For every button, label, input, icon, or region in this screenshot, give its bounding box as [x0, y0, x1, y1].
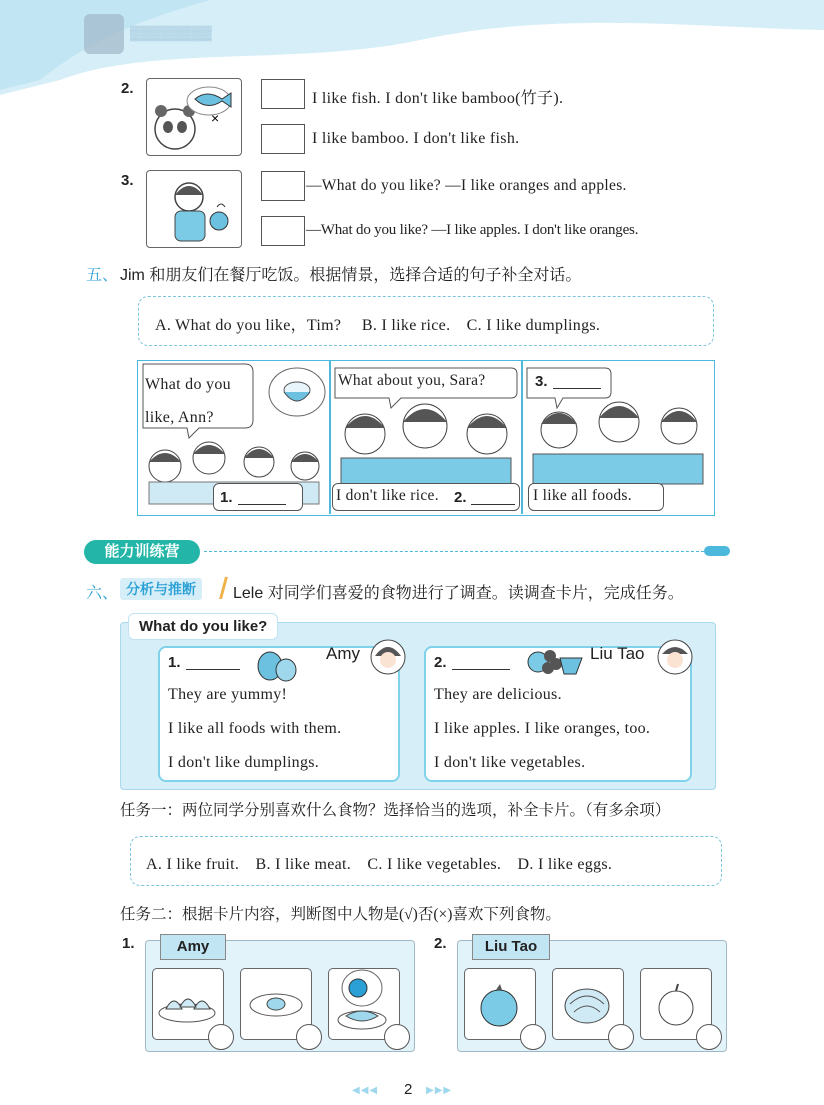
section-banner: 能力训练营	[84, 540, 200, 564]
cabbage-answer-circle[interactable]	[608, 1024, 634, 1050]
card-amy-answer-blank[interactable]	[186, 655, 240, 670]
q6-number: 六、	[86, 585, 119, 602]
vegetables-icon	[334, 966, 392, 1036]
q5-panel2-answer-num: 2.	[454, 489, 467, 506]
q4-item3-box-a[interactable]	[261, 171, 305, 201]
footer-arrows-left: ◀◀◀	[352, 1085, 379, 1096]
section-banner-pencil	[704, 546, 730, 556]
q5-title: Jim 和朋友们在餐厅吃饭。根据情景，选择合适的句子补全对话。	[120, 267, 582, 284]
card-liu-tao-name: Liu Tao	[590, 644, 645, 663]
q4-item3-option-b: —What do you like? —I like apples. I don't like oranges.	[306, 222, 639, 238]
q4-item3-box-b[interactable]	[261, 216, 305, 246]
q4-item2-box-a[interactable]	[261, 79, 305, 109]
card-liu-tao-line2: I like apples. I like oranges, too.	[434, 720, 651, 737]
q6-tag: 分析与推断	[120, 578, 202, 600]
q4-item2-box-b[interactable]	[261, 124, 305, 154]
q4-item2-option-b: I like bamboo. I don't like fish.	[312, 130, 520, 147]
q5-panel3-answer-blank[interactable]	[553, 374, 601, 389]
card-liu-tao-line1: They are delicious.	[434, 686, 562, 703]
q6-title: Lele 对同学们喜爱的食物进行了调查。读调查卡片，完成任务。	[233, 585, 684, 602]
header-brand-text: ▓▓▓▓▓▓▓▓	[130, 26, 212, 41]
card-amy-number: 1.	[168, 654, 181, 671]
card-liu-tao-line3: I don't like vegetables.	[434, 754, 586, 771]
vegetables-answer-circle[interactable]	[384, 1024, 410, 1050]
panda-fish-picture	[146, 78, 242, 156]
task2-item2-number: 2.	[434, 935, 447, 952]
task1-instruction: 任务一：两位同学分别喜欢什么食物？选择恰当的选项，补全卡片。（有多余项）	[120, 802, 671, 819]
q4-item3-number: 3.	[121, 172, 134, 189]
q5-panel1-answer-blank[interactable]	[238, 490, 286, 505]
q5-number: 五、	[86, 267, 119, 284]
survey-title: What do you like?	[128, 613, 278, 640]
svg-text:×: ×	[211, 110, 220, 126]
q5-panel3-text: I like all foods.	[533, 487, 632, 504]
girl-apple-picture	[146, 170, 242, 248]
q5-panel2-answer-blank[interactable]	[471, 490, 515, 505]
fruit-icon	[524, 644, 584, 680]
card-amy-line3: I don't like dumplings.	[168, 754, 320, 771]
orange-answer-circle[interactable]	[520, 1024, 546, 1050]
task2-instruction: 任务二：根据卡片内容，判断图中人物是(√)否(×)喜欢下列食物。	[120, 906, 561, 923]
card-amy-name: Amy	[326, 644, 360, 663]
q5-options: A. What do you like，Tim? B. I like rice. C. I like dumplings.	[155, 317, 601, 334]
dumplings-answer-circle[interactable]	[208, 1024, 234, 1050]
page-number: 2	[404, 1081, 413, 1098]
q4-item2-number: 2.	[121, 80, 134, 97]
card-amy-line2: I like all foods with them.	[168, 720, 342, 737]
card-liu-tao-answer-blank[interactable]	[452, 655, 510, 670]
q5-panel3-bubble-num: 3.	[535, 373, 548, 390]
apple-icon	[652, 980, 700, 1030]
amy-avatar-icon	[369, 638, 407, 676]
header-logo	[84, 14, 124, 54]
q5-panel2-bubble: What about you, Sara?	[338, 372, 486, 389]
q5-panel1-bubble: What do you like, Ann?	[145, 376, 231, 426]
task2-amy-label: Amy	[160, 934, 226, 960]
cabbage-icon	[560, 982, 614, 1026]
task2-item1-number: 1.	[122, 935, 135, 952]
q6-tag-slash	[219, 577, 228, 599]
egg-answer-circle[interactable]	[296, 1024, 322, 1050]
q4-item2-option-a: I like fish. I don't like bamboo(竹子).	[312, 90, 564, 107]
dumplings-icon	[156, 985, 218, 1025]
task1-options: A. I like fruit. B. I like meat. C. I like vegetables. D. I like eggs.	[146, 856, 613, 873]
apple-answer-circle[interactable]	[696, 1024, 722, 1050]
section-banner-dash-line	[204, 551, 704, 552]
liu-tao-avatar-icon	[656, 638, 694, 676]
card-amy-line1: They are yummy!	[168, 686, 288, 703]
egg-icon	[254, 648, 298, 682]
orange-icon	[474, 980, 524, 1030]
footer-arrows-right: ▶▶▶	[426, 1085, 453, 1096]
q5-panel2-text: I don't like rice.	[336, 487, 439, 504]
q4-item3-option-a: —What do you like? —I like oranges and apples.	[306, 177, 627, 194]
card-liu-tao-number: 2.	[434, 654, 447, 671]
task2-liu-tao-label: Liu Tao	[472, 934, 550, 960]
q5-panel1-answer-num: 1.	[220, 489, 233, 506]
fried-egg-icon	[246, 990, 306, 1020]
